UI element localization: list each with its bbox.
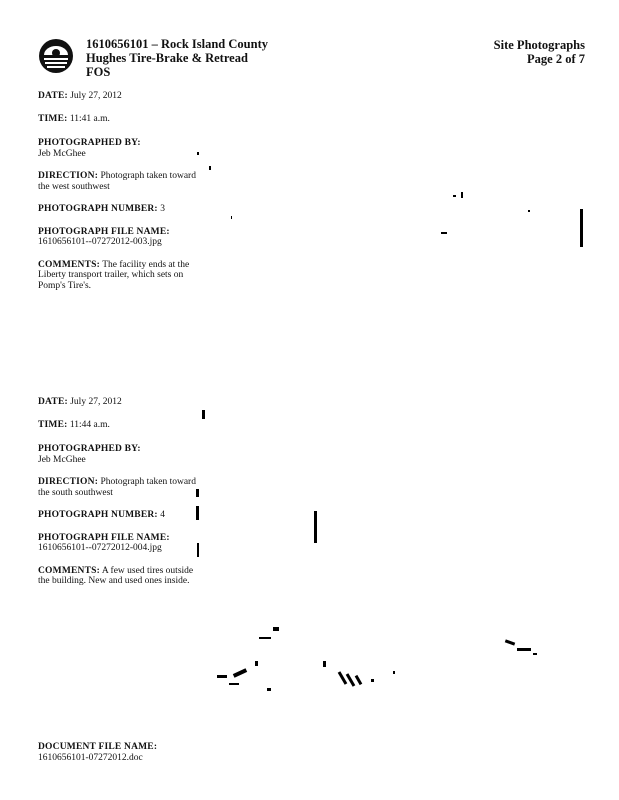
- photo-speck: [533, 653, 537, 655]
- photo-post: [580, 209, 583, 247]
- photographed-by-value: Jeb McGhee: [38, 454, 86, 465]
- photo-speck: [323, 661, 326, 667]
- photo-speck: [371, 679, 374, 682]
- page-number: Page 2 of 7: [527, 52, 585, 66]
- document-file-info: [38, 742, 157, 763]
- direction-label: DIRECTION:: [38, 477, 99, 487]
- time-value: 11:44 a.m.: [69, 419, 110, 430]
- date-value: July 27, 2012: [70, 91, 122, 101]
- photo-speck: [197, 543, 199, 557]
- photo-speck: [255, 661, 258, 666]
- time-label: TIME:: [38, 113, 68, 124]
- photo-speck: [273, 627, 279, 631]
- file-name-label: PHOTOGRAPH FILE NAME:: [38, 532, 170, 543]
- comments-value: The facility ends at the Liberty transport trailer, which sets on Pomp's Tire's.: [38, 259, 190, 291]
- photo-speck: [346, 673, 356, 687]
- header-right: [494, 38, 585, 66]
- photo-number-value: 4: [160, 510, 165, 520]
- photo-speck: [441, 232, 447, 234]
- file-name-label: PHOTOGRAPH FILE NAME:: [38, 226, 170, 237]
- photo-speck: [231, 216, 232, 219]
- comments-label: COMMENTS:: [38, 259, 100, 270]
- photo-speck: [197, 152, 199, 155]
- photo-speck: [453, 195, 456, 197]
- photo-3-image: [195, 140, 595, 260]
- photographed-by-value: Jeb McGhee: [38, 148, 86, 159]
- photo-details-3: [38, 91, 198, 303]
- photo-number-label: PHOTOGRAPH NUMBER:: [38, 510, 158, 520]
- photo-4-image: [195, 405, 595, 695]
- photo-speck: [217, 675, 227, 678]
- photo-speck: [355, 675, 363, 685]
- photo-speck: [528, 210, 530, 212]
- photographed-by-label: PHOTOGRAPHED BY:: [38, 138, 141, 148]
- direction-label: DIRECTION:: [38, 171, 99, 181]
- document-file-value: 1610656101-07272012.doc: [38, 752, 143, 763]
- time-value: 11:41 a.m.: [69, 113, 110, 124]
- agency-logo-icon: [38, 38, 74, 74]
- photo-speck: [196, 489, 199, 497]
- document-file-label: DOCUMENT FILE NAME:: [38, 742, 158, 752]
- file-name-value: 1610656101--07272012-004.jpg: [38, 543, 162, 553]
- photo-details-4: [38, 397, 198, 599]
- photo-post: [314, 511, 317, 543]
- photo-number-value: 3: [160, 204, 165, 214]
- photo-number-label: PHOTOGRAPH NUMBER:: [38, 204, 158, 214]
- date-label: DATE:: [38, 91, 68, 101]
- direction-value: Photograph taken toward the south southwest: [38, 477, 196, 498]
- date-value: July 27, 2012: [70, 397, 122, 407]
- date-label: DATE:: [38, 397, 68, 407]
- file-name-value: 1610656101--07272012-003.jpg: [38, 237, 162, 247]
- comments-label: COMMENTS:: [38, 565, 100, 576]
- direction-value: Photograph taken toward the west southwest: [38, 171, 196, 192]
- photo-speck: [505, 639, 515, 645]
- comments-value: A few used tires outside the building. New and used ones inside.: [38, 565, 194, 586]
- photo-speck: [267, 688, 271, 691]
- photo-speck: [259, 637, 271, 639]
- photo-speck: [196, 506, 199, 520]
- header-title: [86, 37, 268, 79]
- photo-speck: [393, 671, 395, 674]
- photo-speck: [461, 192, 463, 198]
- photo-speck: [229, 683, 239, 685]
- time-label: TIME:: [38, 419, 68, 430]
- header-right-title: Site Photographs: [493, 38, 585, 52]
- photo-speck: [202, 410, 205, 419]
- header-line-2: Hughes Tire-Brake & Retread: [86, 51, 248, 65]
- photographed-by-label: PHOTOGRAPHED BY:: [38, 444, 141, 454]
- header-line-1: 1610656101 – Rock Island County: [86, 37, 268, 51]
- photo-speck: [233, 668, 247, 678]
- photo-speck: [517, 648, 531, 651]
- photo-speck: [209, 166, 211, 170]
- header-line-3: FOS: [86, 65, 111, 79]
